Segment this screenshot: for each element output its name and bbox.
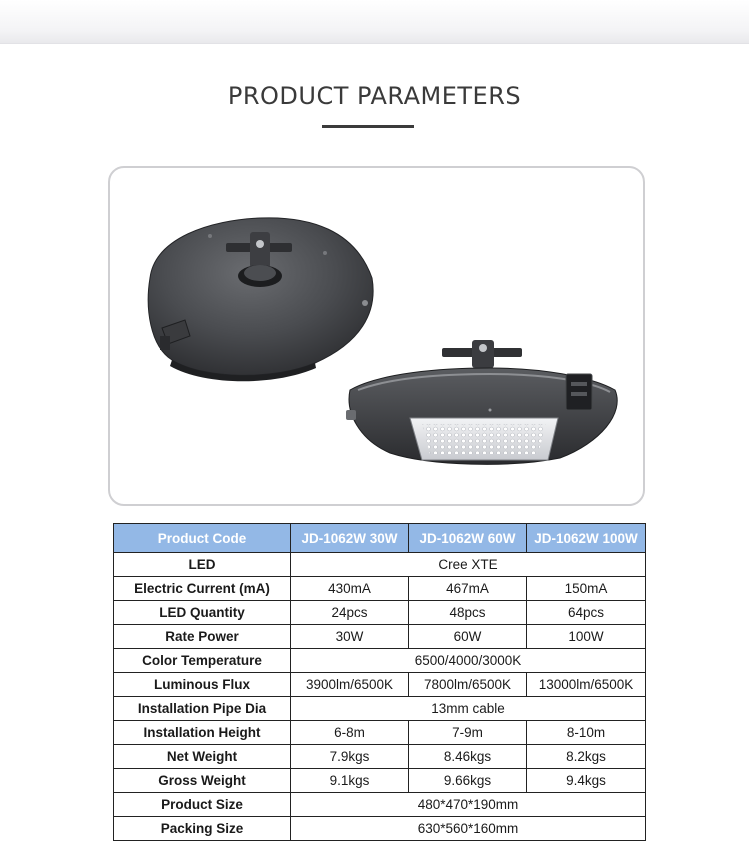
value-cell: 9.1kgs <box>291 769 409 793</box>
value-cell: 6-8m <box>291 721 409 745</box>
row-label: Rate Power <box>114 625 291 649</box>
table-row <box>114 625 646 649</box>
value-cell: 3900lm/6500K <box>291 673 409 697</box>
row-label: Product Size <box>114 793 291 817</box>
table-row <box>114 673 646 697</box>
table-row <box>114 553 646 577</box>
table-row <box>114 649 646 673</box>
table-row <box>114 817 646 841</box>
merged-value-cell: 6500/4000/3000K <box>291 649 646 673</box>
table-header-row <box>114 524 646 553</box>
table-row <box>114 745 646 769</box>
value-cell: 7-9m <box>409 721 527 745</box>
row-label: Net Weight <box>114 745 291 769</box>
spec-table-body <box>114 524 646 841</box>
value-cell: 9.4kgs <box>527 769 646 793</box>
row-label: Installation Pipe Dia <box>114 697 291 721</box>
value-cell: 8.46kgs <box>409 745 527 769</box>
merged-value-cell: Cree XTE <box>291 553 646 577</box>
title-underline <box>322 125 414 128</box>
spec-table <box>113 523 646 841</box>
merged-value-cell: 630*560*160mm <box>291 817 646 841</box>
lamp-bottom-view <box>346 340 617 464</box>
row-label: Gross Weight <box>114 769 291 793</box>
value-cell: 9.66kgs <box>409 769 527 793</box>
row-label: Installation Height <box>114 721 291 745</box>
product-photo-frame <box>108 166 645 506</box>
value-cell: 8-10m <box>527 721 646 745</box>
value-cell: 60W <box>409 625 527 649</box>
row-label: LED Quantity <box>114 601 291 625</box>
value-cell: 150mA <box>527 577 646 601</box>
value-cell: 430mA <box>291 577 409 601</box>
merged-value-cell: 480*470*190mm <box>291 793 646 817</box>
header-model-100w: JD-1062W 100W <box>527 524 646 553</box>
table-row <box>114 721 646 745</box>
row-label: LED <box>114 553 291 577</box>
value-cell: 100W <box>527 625 646 649</box>
row-label: Color Temperature <box>114 649 291 673</box>
lamp-top-view <box>148 218 373 381</box>
value-cell: 24pcs <box>291 601 409 625</box>
table-row <box>114 577 646 601</box>
street-light-product-photo <box>110 168 643 504</box>
header-product-code: Product Code <box>114 524 291 553</box>
header-model-30w: JD-1062W 30W <box>291 524 409 553</box>
section-title: PRODUCT PARAMETERS <box>227 82 522 110</box>
value-cell: 48pcs <box>409 601 527 625</box>
top-banner <box>0 0 749 44</box>
row-label: Packing Size <box>114 817 291 841</box>
table-row <box>114 793 646 817</box>
value-cell: 64pcs <box>527 601 646 625</box>
value-cell: 30W <box>291 625 409 649</box>
header-model-60w: JD-1062W 60W <box>409 524 527 553</box>
table-row <box>114 769 646 793</box>
value-cell: 7800lm/6500K <box>409 673 527 697</box>
value-cell: 467mA <box>409 577 527 601</box>
value-cell: 13000lm/6500K <box>527 673 646 697</box>
table-row <box>114 697 646 721</box>
value-cell: 8.2kgs <box>527 745 646 769</box>
merged-value-cell: 13mm cable <box>291 697 646 721</box>
table-row <box>114 601 646 625</box>
row-label: Electric Current (mA) <box>114 577 291 601</box>
value-cell: 7.9kgs <box>291 745 409 769</box>
row-label: Luminous Flux <box>114 673 291 697</box>
